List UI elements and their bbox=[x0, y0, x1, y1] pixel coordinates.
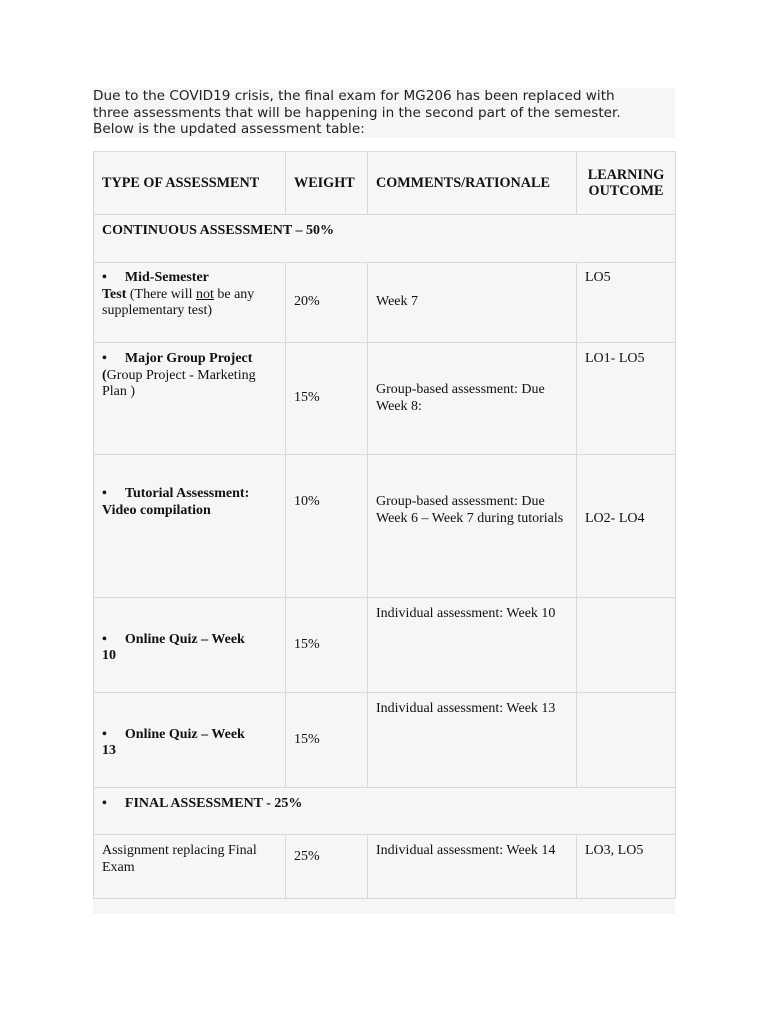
table-row bbox=[94, 455, 676, 598]
section-continuous: CONTINUOUS ASSESSMENT – 50% bbox=[94, 215, 676, 263]
row2-outcome: LO1- LO5 bbox=[577, 343, 676, 455]
row3-type bbox=[94, 455, 286, 598]
header-weight: WEIGHT bbox=[286, 152, 368, 215]
header-outcome bbox=[577, 152, 676, 215]
final-weight: 25% bbox=[286, 835, 368, 899]
assessment-table-container bbox=[93, 151, 675, 914]
table-row bbox=[94, 835, 676, 899]
row2-desc: Group Project - Marketing Plan ) bbox=[102, 367, 256, 399]
header-outcome-line1: LEARNING bbox=[587, 166, 665, 183]
row2-weight: 15% bbox=[286, 343, 368, 455]
section-final bbox=[94, 788, 676, 835]
row2-type bbox=[94, 343, 286, 455]
row3-title-2: Video compilation bbox=[102, 502, 211, 518]
row3-comment: Group-based assessment: Due Week 6 – Week 7 during tutorials bbox=[368, 455, 577, 598]
row1-weight: 20% bbox=[286, 263, 368, 343]
final-outcome: LO3, LO5 bbox=[577, 835, 676, 899]
row1-desc-underlined: not bbox=[195, 286, 214, 302]
row4-outcome bbox=[577, 598, 676, 693]
assessment-table bbox=[93, 151, 676, 899]
row1-desc-pre: (There will bbox=[126, 286, 196, 302]
section-row-final bbox=[94, 788, 676, 835]
final-comment: Individual assessment: Week 14 bbox=[368, 835, 577, 899]
bullet: • bbox=[102, 270, 107, 285]
row5-title-2: 13 bbox=[102, 743, 116, 758]
table-row bbox=[94, 598, 676, 693]
row3-outcome: LO2- LO4 bbox=[577, 455, 676, 598]
header-comments: COMMENTS/RATIONALE bbox=[368, 152, 577, 215]
row5-title-1: Online Quiz – Week bbox=[124, 726, 245, 742]
row2-title-2: ( bbox=[102, 367, 107, 383]
row2-comment: Group-based assessment: Due Week 8: bbox=[368, 343, 577, 455]
header-type: TYPE OF ASSESSMENT bbox=[94, 152, 286, 215]
row1-outcome: LO5 bbox=[577, 263, 676, 343]
row1-comment: Week 7 bbox=[368, 263, 577, 343]
row3-title-1: Tutorial Assessment: bbox=[124, 486, 250, 501]
section-final-label: FINAL ASSESSMENT - 25% bbox=[124, 795, 303, 811]
row4-title-1: Online Quiz – Week bbox=[124, 631, 245, 647]
bullet: • bbox=[102, 726, 107, 742]
row1-title-2: Test bbox=[102, 286, 127, 302]
row3-weight: 10% bbox=[286, 455, 368, 598]
final-type: Assignment replacing Final Exam bbox=[94, 835, 286, 899]
table-row bbox=[94, 263, 676, 343]
row4-type bbox=[94, 598, 286, 693]
row2-title-1: Major Group Project bbox=[124, 351, 253, 366]
row1-type bbox=[94, 263, 286, 343]
bullet: • bbox=[102, 486, 107, 501]
row4-comment: Individual assessment: Week 10 bbox=[368, 598, 577, 693]
row4-weight: 15% bbox=[286, 598, 368, 693]
row1-desc-post: be any supplementary test) bbox=[102, 286, 255, 318]
row5-outcome bbox=[577, 693, 676, 788]
table-row bbox=[94, 693, 676, 788]
row4-title-2: 10 bbox=[102, 648, 116, 663]
section-row-continuous bbox=[94, 215, 676, 263]
row1-title-1: Mid-Semester bbox=[124, 270, 209, 285]
table-row bbox=[94, 343, 676, 455]
row5-comment: Individual assessment: Week 13 bbox=[368, 693, 577, 788]
row5-weight: 15% bbox=[286, 693, 368, 788]
bullet: • bbox=[102, 351, 107, 366]
bullet: • bbox=[102, 631, 107, 647]
intro-paragraph: Due to the COVID19 crisis, the final exam for MG206 has been replaced with three assessments that will be happening in the second part of the semester. Below is the updated assessment table: bbox=[93, 88, 675, 138]
table-header-row bbox=[94, 152, 676, 215]
row5-type bbox=[94, 693, 286, 788]
header-outcome-line2: OUTCOME bbox=[588, 183, 664, 199]
bullet: • bbox=[102, 795, 107, 811]
